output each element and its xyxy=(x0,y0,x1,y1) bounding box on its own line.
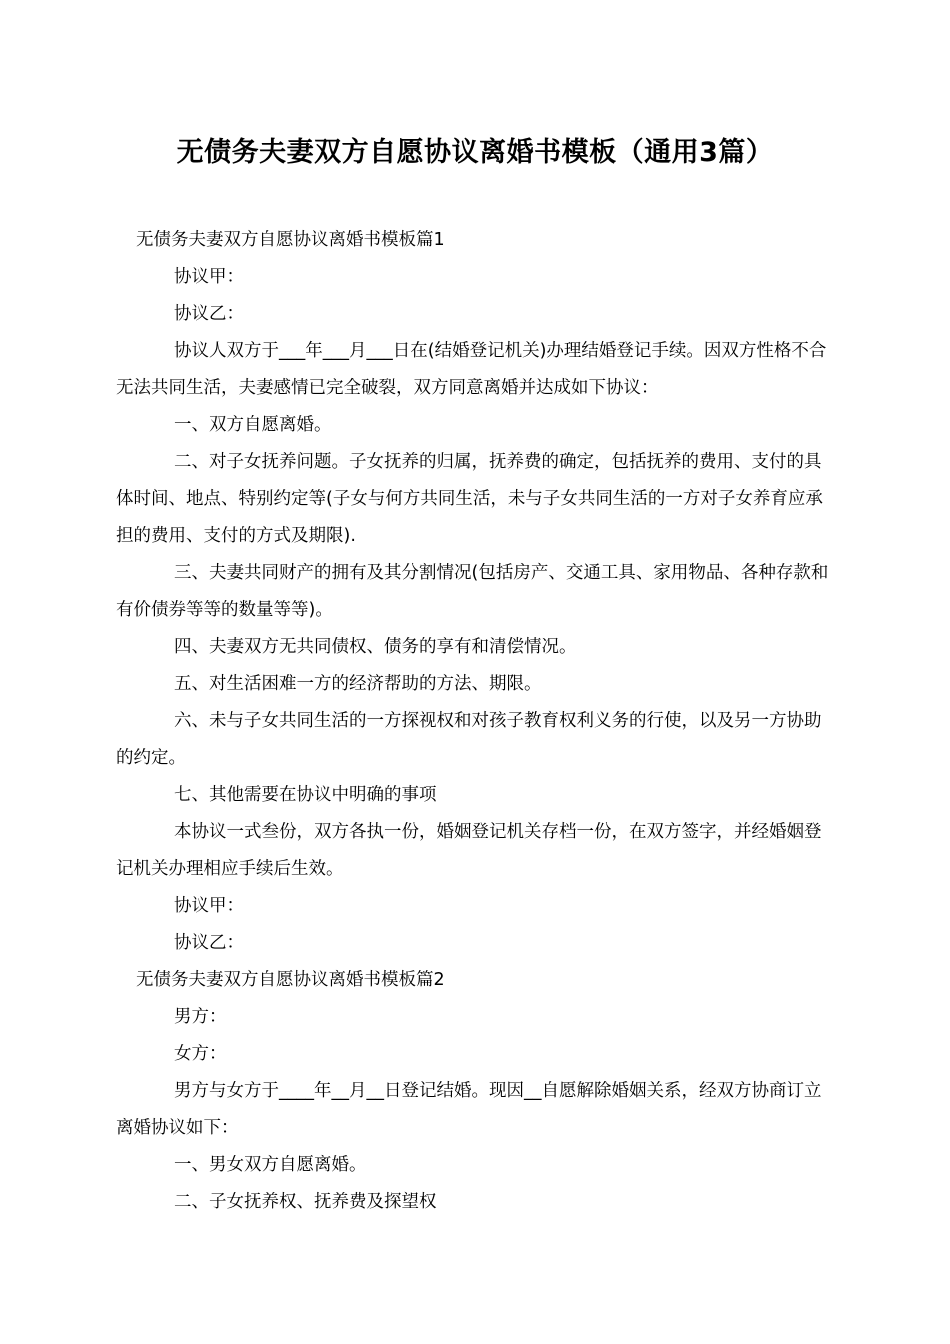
paragraph: 三、夫妻共同财产的拥有及其分割情况(包括房产、交通工具、家用物品、各种存款和有价债券等等的数量等等)。 xyxy=(116,563,829,620)
female-party-label: 女方： xyxy=(174,1044,227,1064)
paragraph: 五、对生活困难一方的经济帮助的方法、期限。 xyxy=(174,674,542,694)
paragraph: 二、对子女抚养问题。子女抚养的归属，抚养费的确定，包括抚养的费用、支付的具体时间、地点、特别约定等(子女与何方共同生活，未与子女共同生活的一方对子女养育应承担的费用、支付的方式及期限). xyxy=(116,452,823,546)
paragraph: 七、其他需要在协议中明确的事项 xyxy=(174,785,437,805)
party-b-label: 协议乙： xyxy=(174,933,244,953)
document-body xyxy=(116,222,836,1221)
section-heading: 无债务夫妻双方自愿协议离婚书模板篇2 xyxy=(136,970,445,990)
paragraph: 六、未与子女共同生活的一方探视权和对孩子教育权利义务的行使，以及另一方协助的约定。 xyxy=(116,711,822,768)
paragraph: 一、男女双方自愿离婚。 xyxy=(174,1155,367,1175)
party-b-label: 协议乙： xyxy=(174,304,244,324)
paragraph: 四、夫妻双方无共同债权、债务的享有和清偿情况。 xyxy=(174,637,577,657)
male-party-label: 男方： xyxy=(174,1007,227,1027)
paragraph: 协议人双方于___年___月___日在(结婚登记机关)办理结婚登记手续。因双方性格不合无法共同生活，夫妻感情已完全破裂，双方同意离婚并达成如下协议： xyxy=(116,341,827,398)
paragraph: 二、子女抚养权、抚养费及探望权 xyxy=(174,1192,437,1212)
document-title: 无债务夫妻双方自愿协议离婚书模板（通用3篇） xyxy=(176,137,774,168)
party-a-label: 协议甲： xyxy=(174,896,244,916)
paragraph: 男方与女方于____年__月__日登记结婚。现因__自愿解除婚姻关系，经双方协商订立离婚协议如下： xyxy=(116,1081,822,1138)
paragraph: 本协议一式叁份，双方各执一份，婚姻登记机关存档一份，在双方签字，并经婚姻登记机关办理相应手续后生效。 xyxy=(116,822,822,879)
section-heading: 无债务夫妻双方自愿协议离婚书模板篇1 xyxy=(136,230,445,250)
paragraph: 一、双方自愿离婚。 xyxy=(174,415,332,435)
party-a-label: 协议甲： xyxy=(174,267,244,287)
